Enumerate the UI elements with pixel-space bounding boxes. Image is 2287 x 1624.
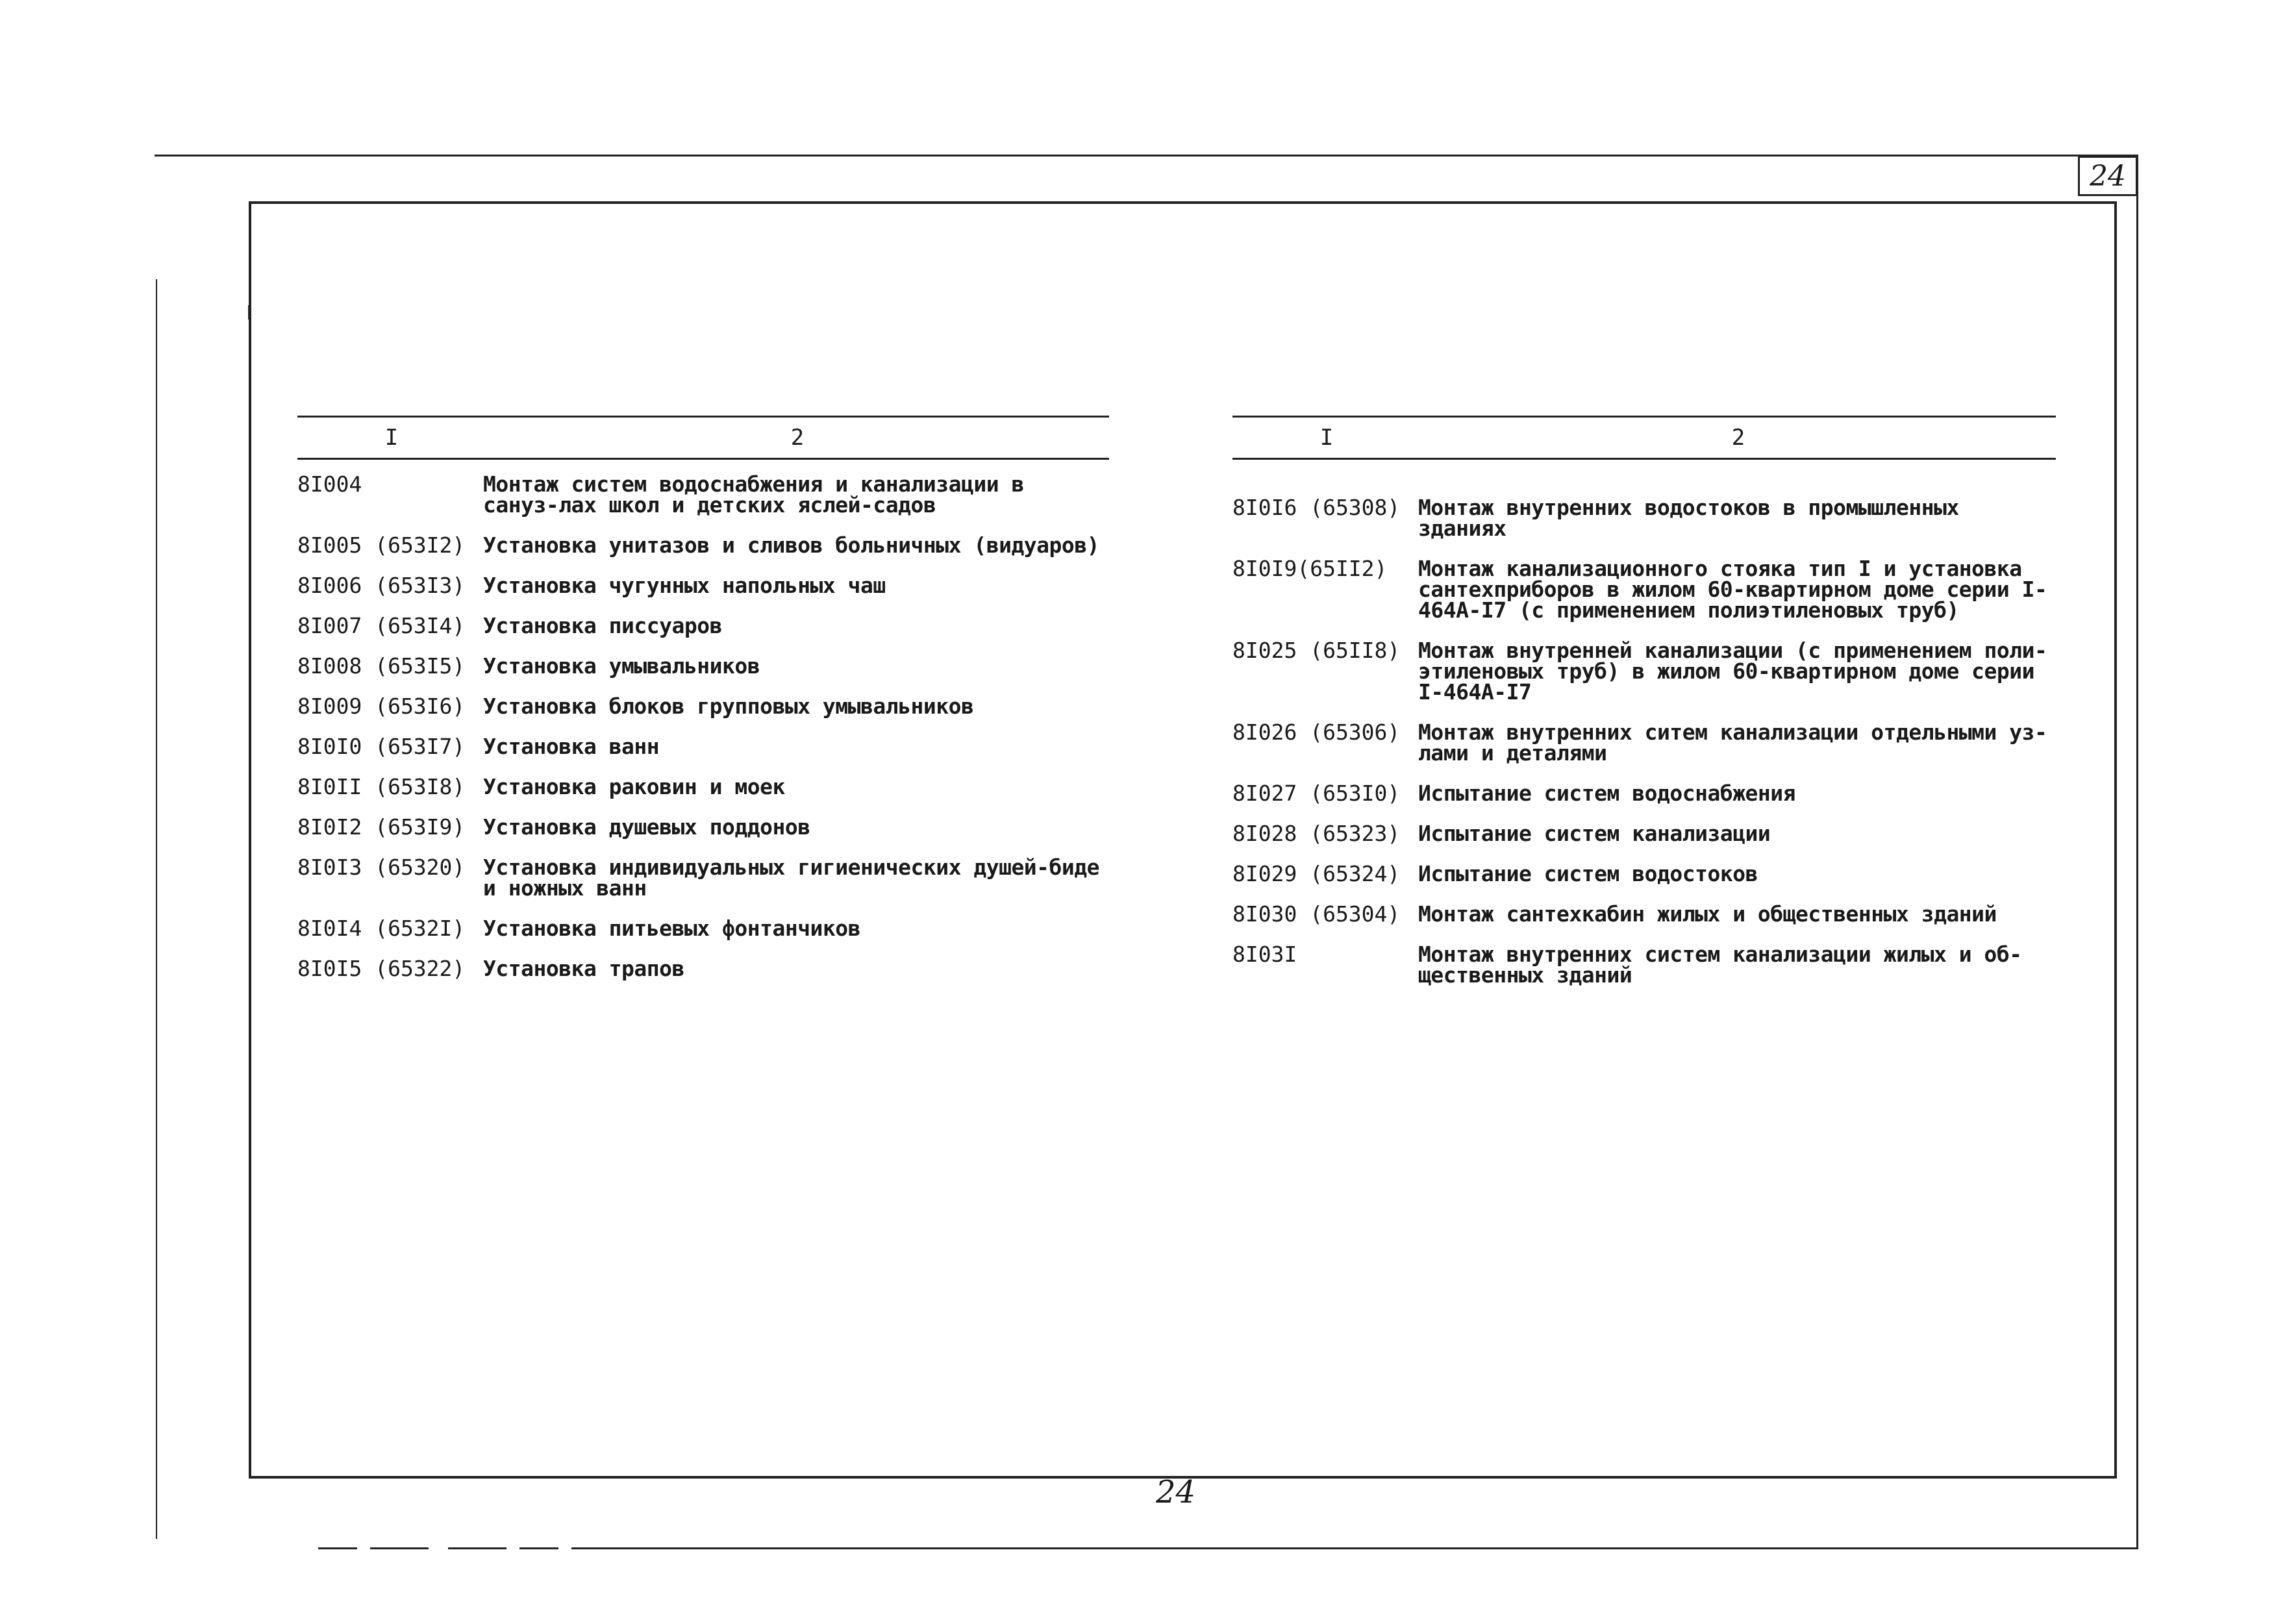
row-code: 8I006 (653I3) (297, 573, 466, 598)
row-text: Испытание систем водоснабжения (1418, 781, 1796, 806)
row-text: Установка трапов (483, 956, 684, 981)
table-row (297, 857, 1109, 899)
outer-top-rule (155, 155, 2138, 156)
row-text: Монтаж систем водоснабжения и канализации в сануз-лах школ и детских яслей-садов (483, 471, 1024, 518)
table-header (297, 418, 1109, 460)
table-row (297, 653, 1109, 679)
row-code: 8I027 (653I0) (1232, 781, 1401, 806)
outer-bottom-rule (571, 1547, 2138, 1549)
row-text: Установка писсуаров (483, 613, 722, 638)
table-row (1232, 823, 2056, 844)
left-table (297, 416, 1109, 999)
row-code: 8I004 (297, 471, 362, 497)
table-row (1232, 901, 2056, 927)
table-rows (297, 471, 1109, 981)
row-text: Испытание систем водостоков (1418, 861, 1758, 886)
row-code: 8I03I (1232, 942, 1297, 967)
row-text: Установка умывальников (483, 653, 760, 679)
header-col2: 2 (790, 425, 805, 451)
left-margin-rule (156, 279, 157, 1539)
table-row (297, 918, 1109, 939)
row-code: 8I0I2 (653I9) (297, 814, 466, 840)
table-row (1232, 719, 2056, 766)
table-row (297, 575, 1109, 596)
table-row (297, 774, 1109, 799)
row-text: Установка чугунных напольных чаш (483, 573, 886, 598)
row-code: 8I0II (653I8) (297, 774, 466, 799)
row-text: Установка питьевых фонтанчиков (483, 916, 861, 941)
table-row (297, 736, 1109, 757)
table-row (297, 613, 1109, 638)
bottom-dash-4 (519, 1547, 558, 1549)
row-code: 8I0I5 (65322) (297, 956, 466, 981)
header-col2: 2 (1731, 425, 1745, 451)
table-row (1232, 497, 2056, 539)
right-table (1232, 416, 2056, 1005)
table-row (297, 693, 1109, 719)
row-text: Монтаж внутренних ситем канализации отдельными уз-лами и деталями (1418, 719, 2047, 766)
row-code: 8I026 (65306) (1232, 719, 1401, 745)
bottom-dash-1 (318, 1547, 357, 1549)
row-text: Испытание систем канализации (1418, 821, 1771, 846)
row-text: Установка унитазов и сливов больничных (видуаров) (483, 532, 1100, 558)
table-row (297, 471, 1109, 518)
outer-right-rule (2136, 155, 2138, 1549)
header-col1: I (384, 425, 399, 451)
row-text: Установка блоков групповых умывальников (483, 693, 974, 719)
row-code: 8I0I6 (65308) (1232, 495, 1401, 520)
row-code: 8I007 (653I4) (297, 613, 466, 638)
row-text: Монтаж внутренних систем канализации жилых и об-щественных зданий (1418, 942, 2022, 988)
row-code: 8I0I3 (65320) (297, 855, 466, 880)
table-rows (1232, 497, 2056, 986)
row-code: 8I0I9(65II2) (1232, 556, 1388, 581)
row-code: 8I0I4 (6532I) (297, 916, 466, 941)
row-text: Монтаж канализационного стояка тип I и установка сантехприборов в жилом 60-квартирном доме серии I-464А-I7 (с применением полиэтиленовых труб) (1418, 556, 2047, 623)
table-row (1232, 783, 2056, 804)
bottom-dash-3 (448, 1547, 506, 1549)
row-code: 8I009 (653I6) (297, 693, 466, 719)
table-row (1232, 944, 2056, 986)
bottom-dash-2 (370, 1547, 429, 1549)
row-text: Установка душевых поддонов (483, 814, 810, 840)
row-code: 8I025 (65II8) (1232, 638, 1401, 663)
table-row (297, 814, 1109, 840)
table-row (1232, 640, 2056, 703)
row-text: Установка раковин и моек (483, 774, 785, 799)
corner-page-number: 24 (2078, 156, 2138, 196)
table-row (297, 958, 1109, 979)
row-text: Монтаж внутренних водостоков в промышленных зданиях (1418, 495, 1959, 541)
row-code: 8I030 (65304) (1232, 901, 1401, 927)
header-col1: I (1319, 425, 1334, 451)
table-row (297, 532, 1109, 558)
row-text: Монтаж внутренней канализации (с применением поли-этиленовых труб) в жилом 60-квартирном доме серии I-464А-I7 (1418, 638, 2047, 705)
row-code: 8I005 (653I2) (297, 532, 466, 558)
table-header (1232, 418, 2056, 460)
row-text: Установка ванн (483, 734, 660, 759)
row-code: 8I008 (653I5) (297, 653, 466, 679)
footer-page-number: 24 (1156, 1474, 1196, 1510)
row-text: Монтаж сантехкабин жилых и общественных зданий (1418, 901, 1997, 927)
table-row (1232, 558, 2056, 621)
row-code: 8I028 (65323) (1232, 821, 1401, 846)
row-code: 8I0I0 (653I7) (297, 734, 466, 759)
row-code: 8I029 (65324) (1232, 861, 1401, 886)
table-row (1232, 861, 2056, 886)
row-text: Установка индивидуальных гигиенических душей-биде и ножных ванн (483, 855, 1100, 901)
